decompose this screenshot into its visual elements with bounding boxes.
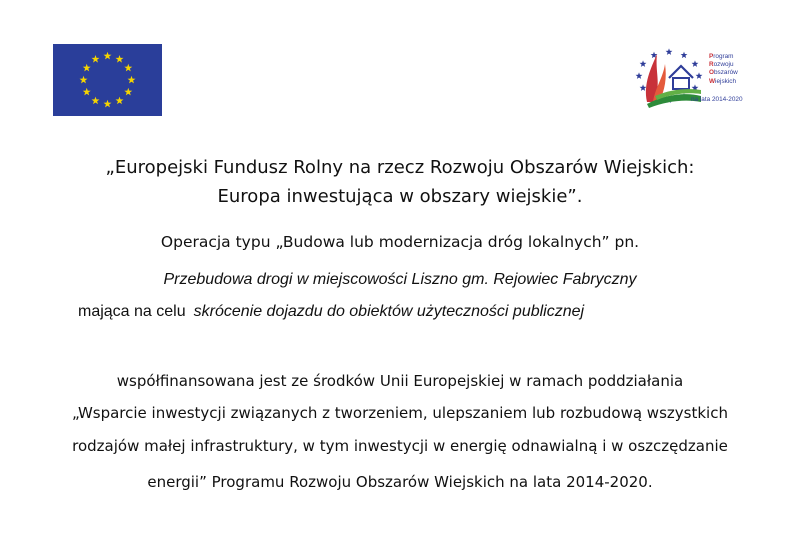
eu-flag-logo xyxy=(53,44,162,116)
prow-star-icon xyxy=(636,72,643,79)
goal-line xyxy=(78,301,584,321)
funding-line-4: energii” Programu Rozwoju Obszarów Wiejskich na lata 2014-2020. xyxy=(147,473,653,491)
prow-star-icon xyxy=(666,48,673,55)
heading-line-1: „Europejski Fundusz Rolny na rzecz Rozwoju Obszarów Wiejskich: xyxy=(105,157,695,178)
goal-prefix: mająca na celu xyxy=(78,303,186,320)
prow-line-4: Wiejskich xyxy=(709,77,737,85)
funding-line-2: „Wsparcie inwestycji związanych z tworzeniem, ulepszaniem lub rozbudową wszystkich xyxy=(72,404,728,422)
prow-years: na lata 2014-2020 xyxy=(691,96,743,103)
heading-line-2: Europa inwestująca w obszary wiejskie”. xyxy=(217,186,583,207)
prow-star-icon xyxy=(696,72,703,79)
operation-line: Operacja typu „Budowa lub modernizacja dróg lokalnych” pn. xyxy=(160,233,640,251)
prow-star-icon xyxy=(640,84,647,91)
funding-line-1: współfinansowana jest ze środków Unii Europejskiej w ramach poddziałania xyxy=(116,372,684,390)
prow-star-icon xyxy=(692,60,699,67)
prow-logo-text xyxy=(709,53,769,86)
goal-text: skrócenie dojazdu do obiektów użyteczności publicznej xyxy=(193,303,585,320)
prow-star-icon xyxy=(640,60,647,67)
funding-line-3: rodzajów małej infrastruktury, w tym inwestycji w energię odnawialną i w oszczędzanie xyxy=(72,437,728,455)
prow-line-3: Obszarów xyxy=(709,69,738,77)
prow-line-1: Program xyxy=(709,53,734,60)
prow-line-2: Rozwoju xyxy=(709,61,734,69)
prow-star-icon xyxy=(681,52,688,59)
project-name: Przebudowa drogi w miejscowości Liszno gm. Rejowiec Fabryczny xyxy=(163,271,637,288)
